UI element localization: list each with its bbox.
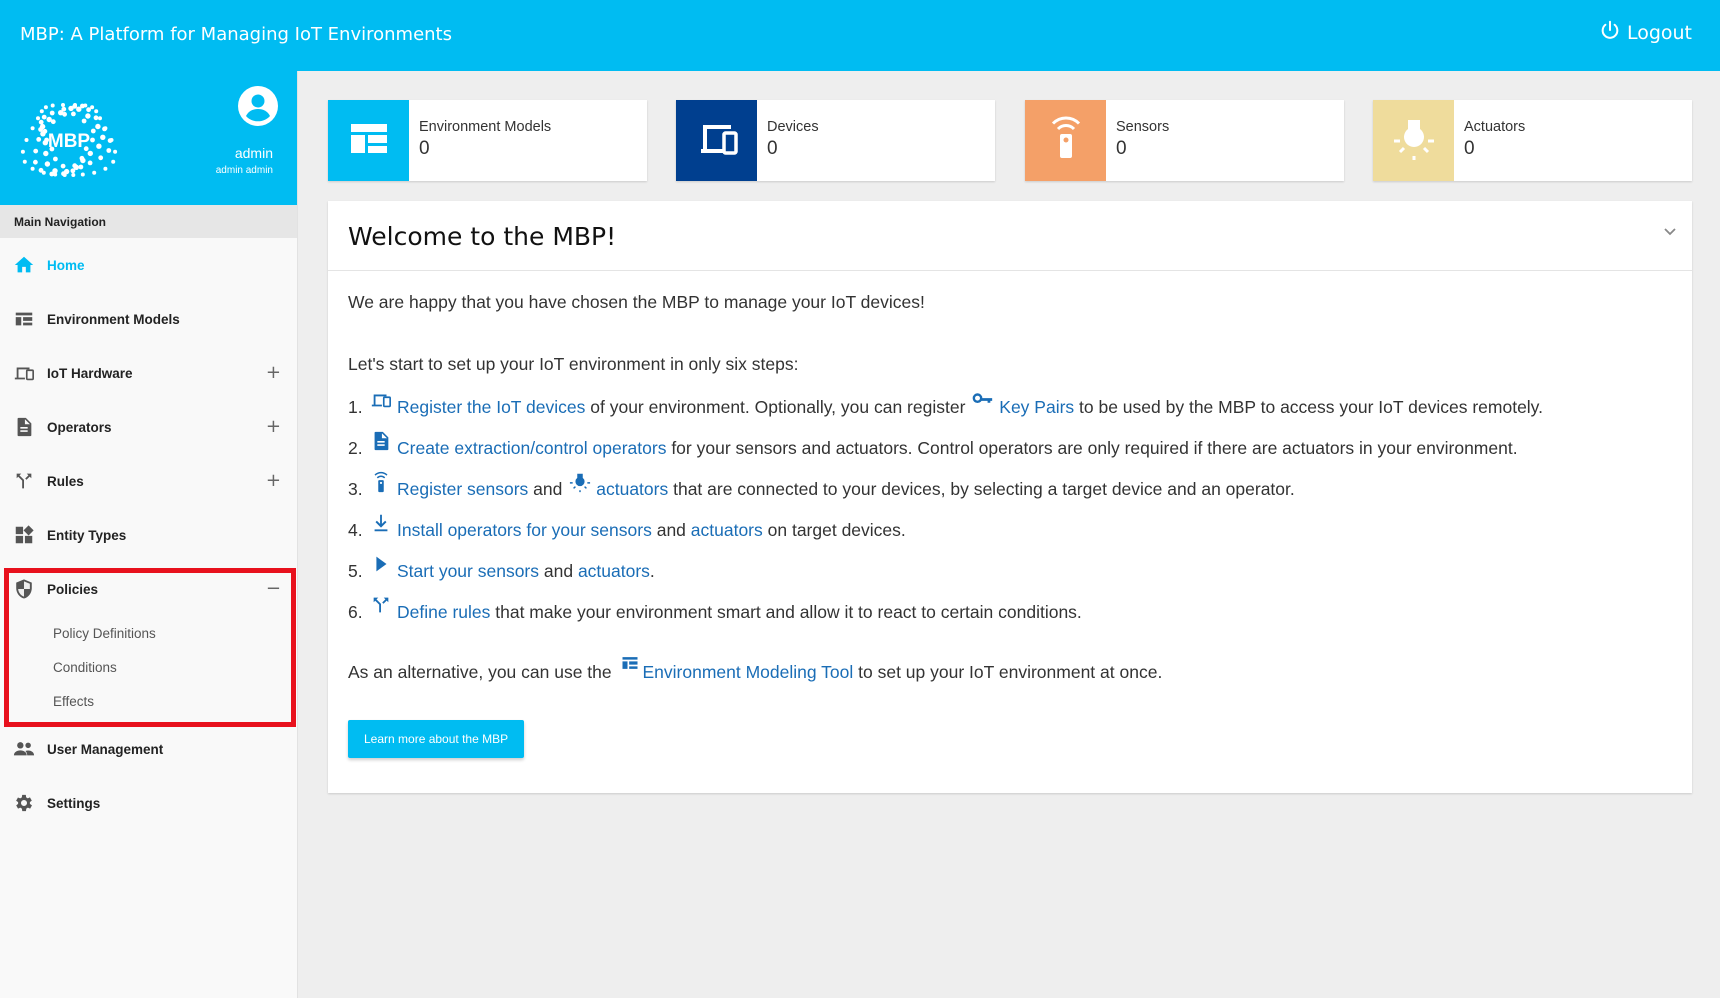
chevron-down-icon: [1660, 228, 1680, 245]
sidebar-item-entity-types[interactable]: [0, 508, 297, 562]
logo-dot: [94, 109, 98, 113]
expand-toggle[interactable]: +: [265, 416, 281, 437]
welcome-panel: [328, 201, 1692, 793]
logo-dot: [92, 171, 96, 175]
actuators-link[interactable]: actuators: [596, 479, 669, 499]
logo-dot: [51, 119, 56, 124]
logo-dot: [94, 115, 99, 120]
logo-dot: [61, 103, 65, 107]
logo-dot: [106, 148, 111, 153]
panel-header: [328, 201, 1692, 271]
step-text: for your sensors and actuators. Control operators are only required if there are actuators in your environment.: [666, 438, 1518, 458]
logo-dot: [44, 105, 48, 109]
main-content: [328, 100, 1692, 746]
sidebar-item-home[interactable]: [0, 238, 297, 292]
power-icon: [1599, 19, 1621, 46]
document-icon: [12, 415, 36, 439]
logo-dot: [113, 150, 117, 154]
alt-text: As an alternative, you can use the: [348, 661, 617, 682]
sidebar-item-user-management[interactable]: [0, 722, 297, 776]
logo-dot: [79, 165, 84, 170]
logo-dot: [98, 155, 103, 160]
logo-dot: [80, 156, 85, 161]
logo-dot: [98, 116, 102, 120]
user-name: admin: [234, 145, 273, 161]
devices-icon: [368, 397, 394, 419]
step-item: [348, 551, 1672, 592]
step-text: .: [649, 561, 655, 581]
sidebar-item-label: Home: [47, 257, 85, 273]
sidebar-item-environment-models[interactable]: [0, 292, 297, 346]
sidebar-item-label: Settings: [47, 795, 101, 811]
sidebar-item-label: Operators: [47, 419, 112, 435]
logo-dot: [71, 112, 76, 117]
stat-card-environment-models[interactable]: [328, 100, 647, 181]
dashboard-icon: [345, 114, 393, 167]
logo-dot: [100, 135, 105, 140]
sidebar-item-label: Rules: [47, 473, 84, 489]
sidebar-item-iot-hardware[interactable]: [0, 346, 297, 400]
step-number: 4.: [348, 520, 363, 540]
stat-card-devices[interactable]: [676, 100, 995, 181]
logo-dot: [23, 160, 27, 164]
stat-value: 0: [1464, 138, 1475, 159]
stat-tile: [328, 100, 409, 181]
step-text: and: [651, 520, 691, 540]
mbp-logo[interactable]: [8, 79, 130, 201]
step-number: 6.: [348, 602, 363, 622]
sidebar-subitem-effects[interactable]: Effects: [53, 693, 95, 709]
stat-card-actuators[interactable]: [1373, 100, 1692, 181]
sidebar-item-label: IoT Hardware: [47, 365, 133, 381]
logo-dot: [31, 167, 35, 171]
stat-tile: [1373, 100, 1454, 181]
logo-dot: [108, 138, 113, 143]
logo-dot: [68, 106, 73, 111]
learn-more-button[interactable]: Learn more about the MBP: [348, 720, 524, 758]
stat-label: Environment Models: [419, 119, 552, 135]
nav-header: Main Navigation: [0, 205, 297, 238]
intro-text: We are happy that you have chosen the MBP to manage your IoT devices!: [348, 292, 925, 312]
logo-dot: [76, 107, 81, 112]
stat-label: Devices: [767, 119, 819, 135]
user-full-name: admin admin: [215, 165, 273, 176]
start-sensors-link[interactable]: Start your sensors: [397, 561, 539, 581]
step-text: that make your environment smart and allow it to react to certain conditions.: [490, 602, 1082, 622]
call-split-icon: [12, 469, 36, 493]
call-split-icon: [368, 602, 394, 624]
security-shield-icon: [12, 577, 36, 601]
logo-dot: [53, 157, 58, 162]
logo-dot: [33, 160, 38, 165]
step-item: [348, 592, 1672, 633]
stat-value: 0: [767, 138, 778, 159]
step-item: [348, 469, 1672, 510]
top-bar: [0, 0, 1720, 71]
sidebar-subitem-conditions[interactable]: Conditions: [53, 659, 117, 675]
step-item: [348, 387, 1672, 428]
register-sensors-link[interactable]: Register sensors: [397, 479, 529, 499]
logo-dot: [40, 124, 45, 129]
logo-dot: [86, 107, 91, 112]
download-icon: [368, 520, 394, 542]
play-icon: [368, 561, 394, 583]
logo-dot: [33, 149, 38, 154]
home-icon: [12, 253, 36, 277]
step-text: and: [528, 479, 568, 499]
logo-dot: [103, 167, 107, 171]
logo-dot: [71, 173, 75, 177]
widgets-icon: [12, 523, 36, 547]
main-navigation: [0, 238, 297, 830]
policies-submenu: [0, 616, 297, 718]
sidebar-item-settings[interactable]: [0, 776, 297, 830]
people-icon: [12, 737, 36, 761]
alt-text: to set up your IoT environment at once.: [853, 661, 1163, 682]
step-number: 5.: [348, 561, 363, 581]
logo-dot: [21, 150, 25, 154]
logo-dot: [40, 109, 44, 113]
logout-label: Logout: [1626, 21, 1692, 44]
define-rules-link[interactable]: Define rules: [397, 602, 491, 622]
sidebar-item-operators[interactable]: [0, 400, 297, 454]
logo-dot: [25, 138, 29, 142]
collapse-button[interactable]: [1660, 221, 1680, 241]
stat-tile: [676, 100, 757, 181]
logo-dot: [62, 112, 67, 117]
logo-dot: [95, 124, 100, 129]
profile-panel: [0, 71, 297, 205]
gear-icon: [12, 791, 36, 815]
expand-toggle[interactable]: +: [265, 362, 281, 383]
sidebar-item-label: Policies: [47, 581, 99, 597]
stats-row: [328, 100, 1692, 182]
logo-dot: [91, 129, 96, 134]
key-pairs-link[interactable]: Key Pairs: [999, 397, 1075, 417]
actuators-link[interactable]: actuators: [577, 561, 650, 581]
remote-sensor-icon: [1042, 114, 1090, 167]
panel-body: [328, 271, 1692, 758]
create-operators-link[interactable]: Create extraction/control operators: [397, 438, 667, 458]
panel-title: Welcome to the MBP!: [348, 222, 617, 251]
step-item: [348, 428, 1672, 469]
sidebar-subitem-policy-definitions[interactable]: Policy Definitions: [53, 625, 156, 641]
app-title: MBP: A Platform for Managing IoT Environments: [20, 24, 452, 45]
devices-icon: [12, 361, 36, 385]
steps-intro-text: Let's start to set up your IoT environment in only six steps:: [348, 354, 799, 374]
step-text: that are connected to your devices, by selecting a target device and an operator.: [668, 479, 1295, 499]
sidebar-item-label: User Management: [47, 741, 164, 757]
sidebar-item-label: Entity Types: [47, 527, 127, 543]
step-item: [348, 510, 1672, 551]
logo-dot: [39, 120, 44, 125]
stat-value: 0: [1116, 138, 1127, 159]
stat-card-sensors[interactable]: [1025, 100, 1344, 181]
logo-dot: [50, 111, 55, 116]
logo-dot: [102, 127, 107, 132]
stat-label: Sensors: [1116, 119, 1170, 135]
logo-dot: [90, 138, 95, 143]
stat-label: Actuators: [1464, 119, 1526, 135]
logo-text: MBP: [47, 131, 91, 152]
avatar[interactable]: [237, 85, 279, 127]
sidebar-item-policies[interactable]: [0, 562, 297, 616]
devices-icon: [693, 114, 741, 167]
logo-dot: [81, 173, 85, 177]
logo-dot: [61, 164, 66, 169]
dashboard-icon: [617, 661, 643, 683]
logout-button[interactable]: [1599, 19, 1692, 46]
expand-toggle[interactable]: +: [265, 470, 281, 491]
remote-sensor-icon: [368, 479, 394, 501]
collapse-toggle[interactable]: −: [265, 578, 281, 599]
logo-dot: [96, 144, 101, 149]
alternative-text: [348, 662, 1672, 682]
key-icon: [970, 397, 996, 419]
step-number: 3.: [348, 479, 363, 499]
logo-dot: [88, 161, 93, 166]
step-number: 2.: [348, 438, 363, 458]
stat-tile: [1025, 100, 1106, 181]
environment-modeling-tool-link[interactable]: Environment Modeling Tool: [642, 661, 854, 682]
steps-list: [348, 387, 1672, 633]
logo-dot: [72, 163, 77, 168]
logo-dot: [43, 129, 48, 134]
sidebar-item-label: Environment Models: [47, 311, 180, 327]
step-text: to be used by the MBP to access your IoT devices remotely.: [1074, 397, 1543, 417]
logo-dot: [52, 168, 57, 173]
bulb-icon: [567, 479, 593, 501]
logo-dot: [42, 115, 47, 120]
dashboard-icon: [12, 307, 36, 331]
logo-dot: [45, 161, 50, 166]
install-operators-link[interactable]: Install operators for your sensors: [397, 520, 652, 540]
logo-dot: [39, 168, 44, 173]
actuators-link[interactable]: actuators: [690, 520, 763, 540]
logo-dot: [64, 169, 69, 174]
logo-dot: [36, 116, 40, 120]
logo-dot: [82, 119, 87, 124]
step-number: 1.: [348, 397, 363, 417]
sidebar-item-rules[interactable]: [0, 454, 297, 508]
step-text: and: [539, 561, 578, 581]
stat-value: 0: [419, 138, 430, 159]
logo-dot: [111, 160, 115, 164]
sidebar: [0, 71, 298, 998]
bulb-icon: [1390, 114, 1438, 167]
logo-dot: [51, 104, 55, 108]
logo-dot: [31, 126, 35, 130]
step-text: of your environment. Optionally, you can register: [585, 397, 971, 417]
logo-dot: [36, 137, 41, 142]
document-icon: [368, 438, 394, 460]
step-text: on target devices.: [762, 520, 906, 540]
logo-dot: [85, 113, 90, 118]
register-devices-link[interactable]: Register the IoT devices: [397, 397, 586, 417]
